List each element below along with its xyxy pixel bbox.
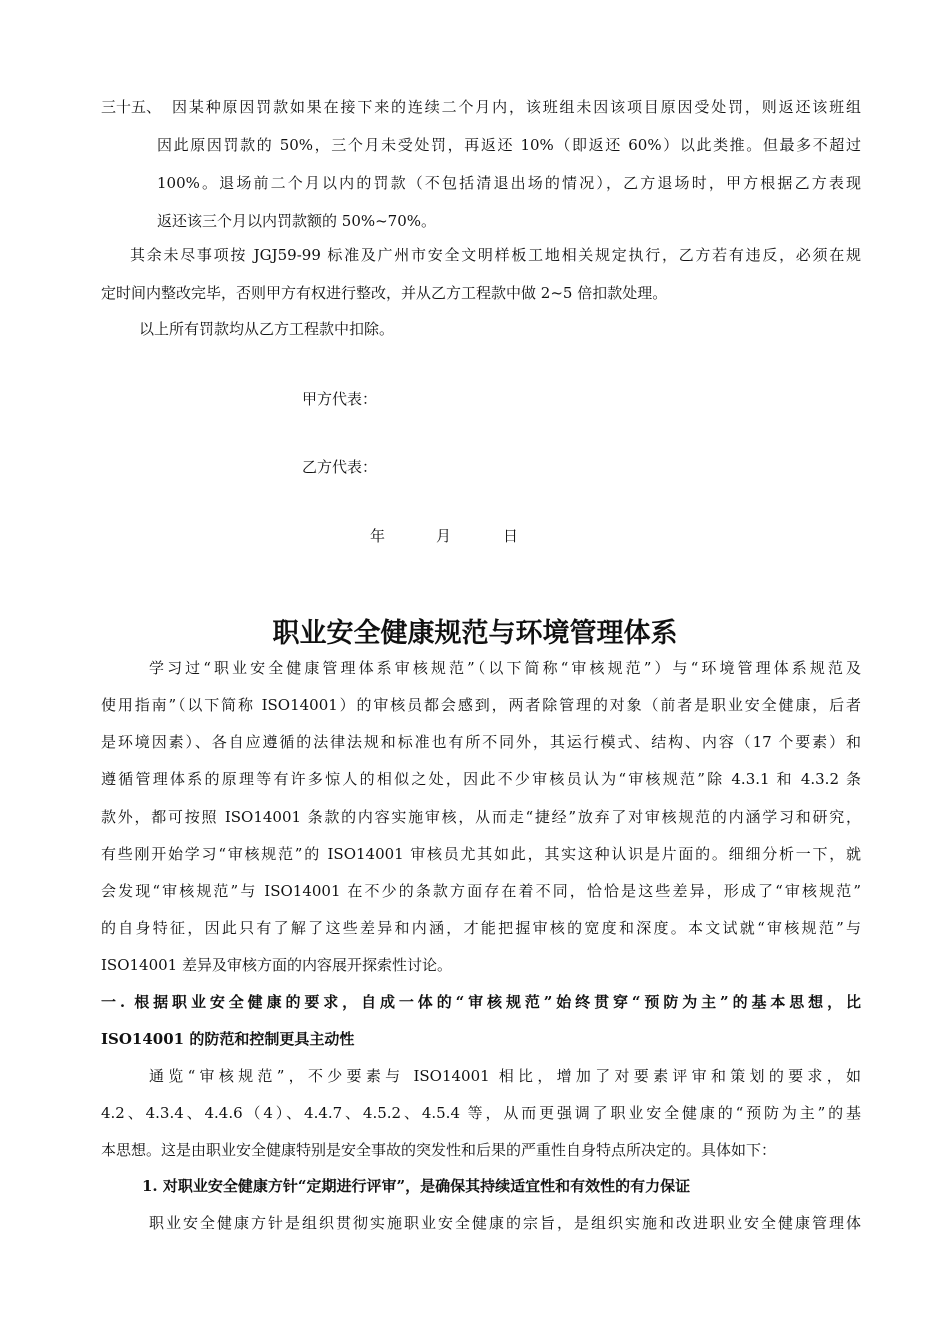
section1-body-line-2: 4.2、4.3.4、4.4.6（4）、4.4.7、4.5.2、4.5.4 等，从而更强调了职业安全健康的“预防为主”的基 <box>101 1104 861 1122</box>
deduction-note: 以上所有罚款均从乙方工程款中扣除。 <box>139 320 395 338</box>
section1-heading-line-2: ISO14001 的防范和控制更具主动性 <box>101 1030 355 1048</box>
item35-line-2: 因此原因罚款的 50%，三个月未受处罚，再返还 10%（即返还 60%）以此类推。但最多不超过 <box>157 136 861 154</box>
date-month: 月 <box>436 527 452 545</box>
intro-line-5: 款外，都可按照 ISO14001 条款的内容实施审核，从而走“捷经”放弃了对审核规范的内涵学习和研究， <box>101 808 861 826</box>
section1-heading-line-1: 一. 根据职业安全健康的要求，自成一体的“审核规范”始终贯穿“预防为主”的基本思想，比 <box>101 993 861 1011</box>
intro-line-3: 是环境因素）、各自应遵循的法律法规和标准也有所不同外，其运行模式、结构、内容（17 个要素）和 <box>101 733 861 751</box>
intro-line-9: ISO14001 差异及审核方面的内容展开探索性讨论。 <box>101 956 452 974</box>
item35-line-1: 因某种原因罚款如果在接下来的连续二个月内，该班组未因该项目原因受处罚，则返还该班组 <box>172 98 861 116</box>
article-title: 职业安全健康规范与环境管理体系 <box>272 618 678 649</box>
intro-line-2: 使用指南”（以下简称 ISO14001）的审核员都会感到，两者除管理的对象（前者是职业安全健康，后者 <box>101 696 861 714</box>
subsection1-heading: 1. 对职业安全健康方针“定期进行评审”，是确保其持续适宜性和有效性的有力保证 <box>142 1177 691 1195</box>
other-matters-line-1: 其余未尽事项按 JGJ59-99 标准及广州市安全文明样板工地相关规定执行，乙方若有违反，必须在规 <box>130 246 861 264</box>
other-matters-line-2: 定时间内整改完毕，否则甲方有权进行整改，并从乙方工程款中做 2~5 倍扣款处理。 <box>101 284 668 302</box>
item35-label: 三十五、 <box>101 98 162 116</box>
subsection1-body: 职业安全健康方针是组织贯彻实施职业安全健康的宗旨，是组织实施和改进职业安全健康管理体 <box>149 1214 861 1232</box>
item35-line-3: 100%。退场前二个月以内的罚款（不包括清退出场的情况），乙方退场时，甲方根据乙方表现 <box>157 174 861 192</box>
section1-body-line-3: 本思想。这是由职业安全健康特别是安全事故的突发性和后果的严重性自身特点所决定的。具体如下： <box>101 1141 777 1159</box>
intro-line-4: 遵循管理体系的原理等有许多惊人的相似之处，因此不少审核员认为“审核规范”除 4.3.1 和 4.3.2 条 <box>101 770 861 788</box>
party-a-representative: 甲方代表： <box>302 390 378 408</box>
item35-line-4: 返还该三个月以内罚款额的 50%~70%。 <box>157 212 437 230</box>
intro-line-6: 有些刚开始学习“审核规范”的 ISO14001 审核员尤其如此，其实这种认识是片面的。细细分析一下，就 <box>101 845 861 863</box>
intro-line-7: 会发现“审核规范”与 ISO14001 在不少的条款方面存在着不同，恰恰是这些差异，形成了“审核规范” <box>101 882 861 900</box>
date-day: 日 <box>503 527 519 545</box>
intro-line-1: 学习过“职业安全健康管理体系审核规范”（以下简称“审核规范”）与“环境管理体系规范及 <box>149 659 861 677</box>
section1-body-line-1: 通览“审核规范”，不少要素与 ISO14001 相比，增加了对要素评审和策划的要求，如 <box>149 1067 861 1085</box>
intro-line-8: 的自身特征，因此只有了解了这些差异和内涵，才能把握审核的宽度和深度。本文试就“审核规范”与 <box>101 919 861 937</box>
date-year: 年 <box>370 527 386 545</box>
party-b-representative: 乙方代表： <box>302 458 378 476</box>
